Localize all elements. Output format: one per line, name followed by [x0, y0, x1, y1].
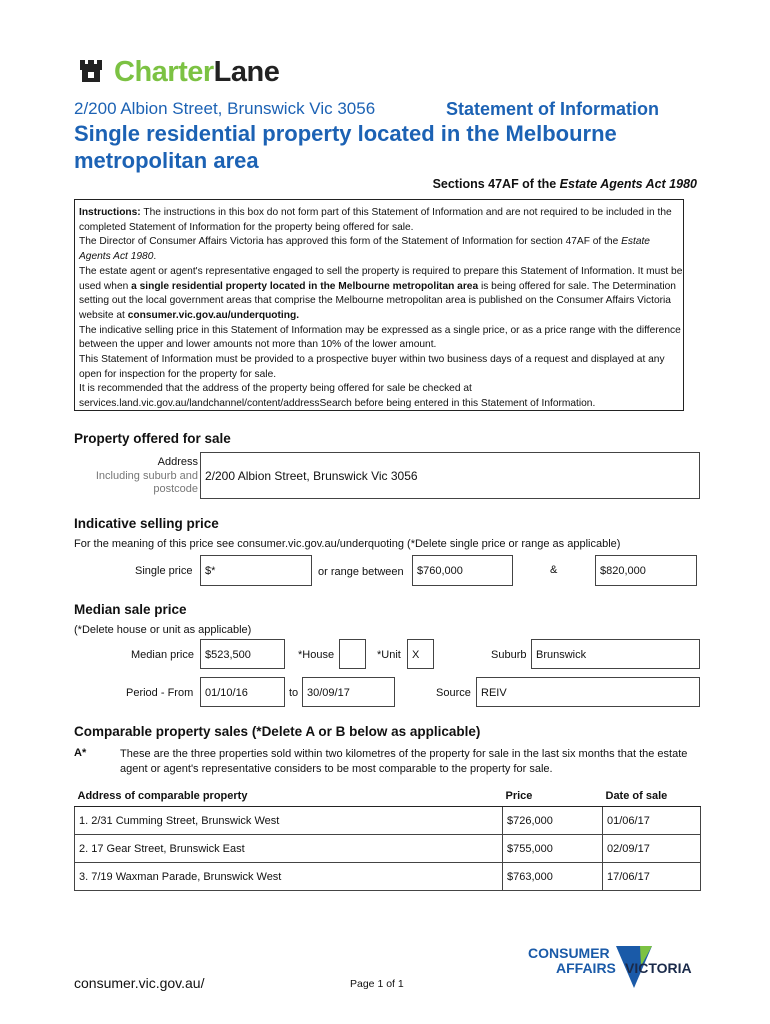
median-heading: Median sale price — [74, 602, 187, 617]
indicative-heading: Indicative selling price — [74, 516, 219, 531]
castle-icon — [78, 60, 104, 84]
row-date[interactable]: 17/06/17 — [603, 863, 701, 891]
table-header — [75, 787, 701, 807]
brand-lane: Lane — [213, 56, 280, 88]
comparable-heading: Comparable property sales (*Delete A or B below as applicable) — [74, 724, 481, 739]
brand-charter: Charter — [114, 56, 214, 88]
charterlane-logo — [78, 58, 279, 86]
address-label: Address Including suburb and postcode — [95, 456, 198, 495]
period-from-field[interactable]: 01/10/16 — [200, 677, 285, 707]
col-date: Date of sale — [603, 787, 701, 807]
house-label: *House — [298, 649, 335, 661]
svg-text:VICTORIA: VICTORIA — [625, 960, 692, 976]
single-price-field[interactable]: $* — [200, 555, 312, 586]
svg-text:CONSUMER: CONSUMER — [528, 945, 610, 961]
range-low-field[interactable]: $760,000 — [412, 555, 513, 586]
footer-url[interactable]: consumer.vic.gov.au/ — [74, 975, 205, 991]
period-to-field[interactable]: 30/09/17 — [302, 677, 395, 707]
row-date[interactable]: 01/06/17 — [603, 807, 701, 835]
median-price-field[interactable]: $523,500 — [200, 639, 285, 669]
house-checkbox[interactable] — [339, 639, 366, 669]
period-from-label: Period - From — [126, 687, 194, 699]
row-price[interactable]: $763,000 — [503, 863, 603, 891]
consumer-affairs-victoria-logo — [528, 944, 703, 999]
range-high-field[interactable]: $820,000 — [595, 555, 697, 586]
range-amp: & — [550, 564, 558, 576]
row-price[interactable]: $755,000 — [503, 835, 603, 863]
median-price-label: Median price — [131, 649, 194, 661]
sections-line: Sections 47AF of the Estate Agents Act 1980 — [432, 177, 697, 191]
table-row — [75, 807, 701, 835]
single-price-label: Single price — [135, 565, 193, 577]
comparable-table — [74, 787, 701, 891]
col-price: Price — [503, 787, 603, 807]
header-address: 2/200 Albion Street, Brunswick Vic 3056 — [74, 99, 376, 118]
property-heading: Property offered for sale — [74, 431, 231, 446]
address-field[interactable]: 2/200 Albion Street, Brunswick Vic 3056 — [200, 452, 700, 499]
indicative-note: For the meaning of this price see consumer.vic.gov.au/underquoting (*Delete single price or range as applicable) — [74, 538, 621, 550]
to-label: to — [289, 687, 299, 699]
suburb-label: Suburb — [491, 649, 527, 661]
table-row — [75, 835, 701, 863]
range-label: or range between — [318, 566, 404, 578]
unit-label: *Unit — [377, 649, 401, 661]
row-address[interactable]: 3. 7/19 Waxman Parade, Brunswick West — [75, 863, 503, 891]
doc-title: Statement of Information — [446, 99, 660, 119]
unit-checkbox[interactable]: X — [407, 639, 434, 669]
option-a-marker: A* — [74, 747, 87, 759]
source-label: Source — [436, 687, 471, 699]
col-address: Address of comparable property — [75, 787, 503, 807]
comparable-desc: These are the three properties sold within two kilometres of the property for sale in the last six months that the estate agent or agent's representative considers to be most comparable to the property for sale. — [120, 748, 688, 775]
median-note: (*Delete house or unit as applicable) — [74, 624, 252, 636]
instructions-box: Instructions: The instructions in this box do not form part of this Statement of Information and are not required to be included in the completed Statement of Information for the property being offered for sale. The Director of Consumer Affairs Victoria has approved this form of the Statement of Information for section 47AF of the Estate Agents Act 1980. The estate agent or agent's representative engaged to sell the property is required to prepare this Statement of Information. It must be used when a single residential property located in the Melbourne metropolitan area is being offered for sale. The Determination setting out the local government areas that comprise the Melbourne metropolitan area is published on the Consumer Affairs Victoria website at consumer.vic.gov.au/underquoting. The indicative selling price in this Statement of Information may be expressed as a single price, or as a price range with the difference between the upper and lower amounts not more than 10% of the lower amount. This Statement of Information must be provided to a prospective buyer within two business days of a request and displayed at any open for inspection for the property for sale. It is recommended that the address of the property being offered for sale be checked at services.land.vic.gov.au/landchannel/content/addressSearch before being entered in this Statement of Information. — [74, 199, 684, 411]
row-date[interactable]: 02/09/17 — [603, 835, 701, 863]
row-price[interactable]: $726,000 — [503, 807, 603, 835]
source-field[interactable]: REIV — [476, 677, 700, 707]
row-address[interactable]: 1. 2/31 Cumming Street, Brunswick West — [75, 807, 503, 835]
page-number: Page 1 of 1 — [350, 978, 404, 990]
svg-text:AFFAIRS: AFFAIRS — [556, 960, 616, 976]
row-address[interactable]: 2. 17 Gear Street, Brunswick East — [75, 835, 503, 863]
table-row — [75, 863, 701, 891]
page-title: Single residential property located in the Melbourne metropolitan area — [74, 121, 617, 173]
suburb-field[interactable]: Brunswick — [531, 639, 700, 669]
